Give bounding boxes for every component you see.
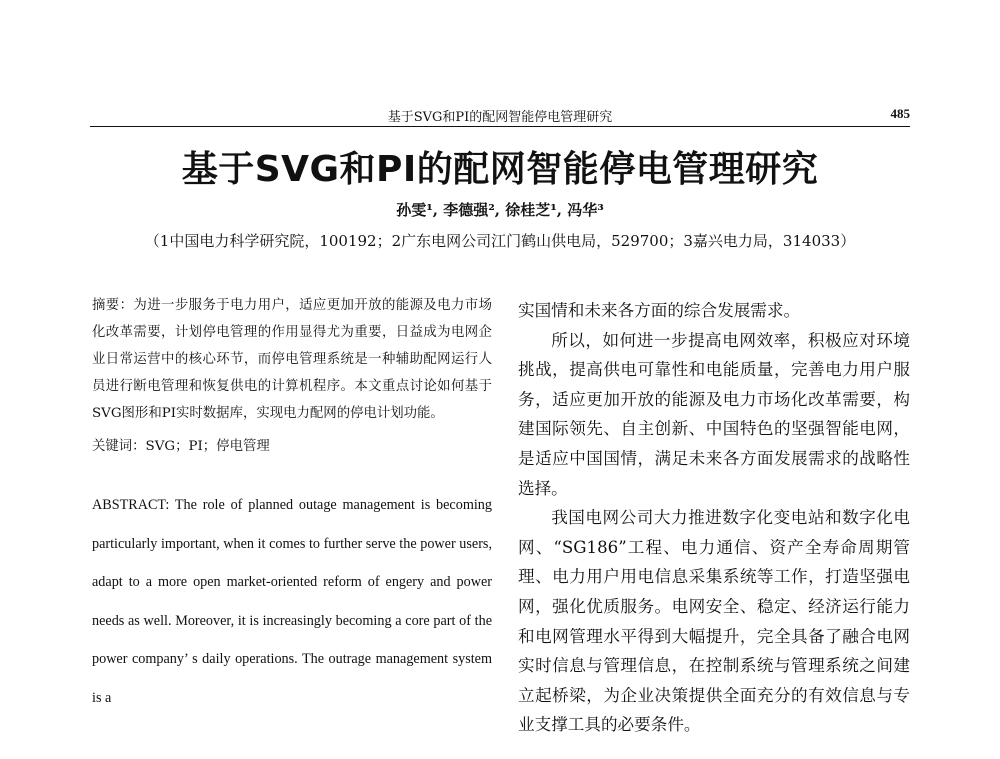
body-paragraph-3: 我国电网公司大力推进数字化变电站和数字化电网、“SG186”工程、电力通信、资产全寿命周期管理、电力用户用电信息采集系统等工作，打造坚强电网，强化优质服务。电网安全、稳定、经济运行能力和电网管理水平得到大幅提升，完全具备了融合电网实时信息与管理信息，在控制系统与管理系统之间建立起桥梁，为企业决策提供全面充分的有效信息与专业支撑工具的必要条件。 (518, 508, 910, 735)
paper-title: 基于SVG和PI的配网智能停电管理研究 (181, 149, 819, 190)
header-divider (90, 126, 910, 127)
right-column (518, 296, 910, 740)
body-paragraph-1: 实国情和未来各方面的综合发展需求。 (518, 301, 801, 320)
author-list: 孙雯¹, 李德强², 徐桂芝¹, 冯华³ (396, 201, 604, 219)
english-abstract: ABSTRACT: The role of planned outage management is becoming particularly important, when it comes to further serve the power users, adapt to a more open market-oriented reform of engery and power needs as well. Moreover, it is increasingly becoming a core part of the power company’ s daily operations. The outrage management system is a (92, 497, 492, 706)
affiliations: （1中国电力科学研究院，100192；2广东电网公司江门鹤山供电局，529700；3嘉兴电力局，314033） (144, 232, 856, 250)
body-paragraph-2: 所以，如何进一步提高电网效率，积极应对环境挑战，提高供电可靠性和电能质量，完善电力用户服务，适应更加开放的能源及电力市场化改革需要，构建国际领先、自主创新、中国特色的坚强智能电网，是适应中国国情，满足未来各方面发展需求的战略性选择。 (518, 330, 910, 498)
page-number: 485 (890, 106, 910, 121)
keywords: 关键词：SVG；PI；停电管理 (92, 439, 270, 454)
left-column (92, 292, 492, 717)
chinese-abstract: 摘要：为进一步服务于电力用户，适应更加开放的能源及电力市场化改革需要，计划停电管理的作用显得尤为重要，日益成为电网企业日常运营中的核心环节，而停电管理系统是一种辅助配网运行人员进行断电管理和恢复供电的计算机程序。本文重点讨论如何基于SVG图形和PI实时数据库，实现电力配网的停电计划功能。 (92, 298, 492, 421)
running-header-title: 基于SVG和PI的配网智能停电管理研究 (387, 110, 613, 125)
